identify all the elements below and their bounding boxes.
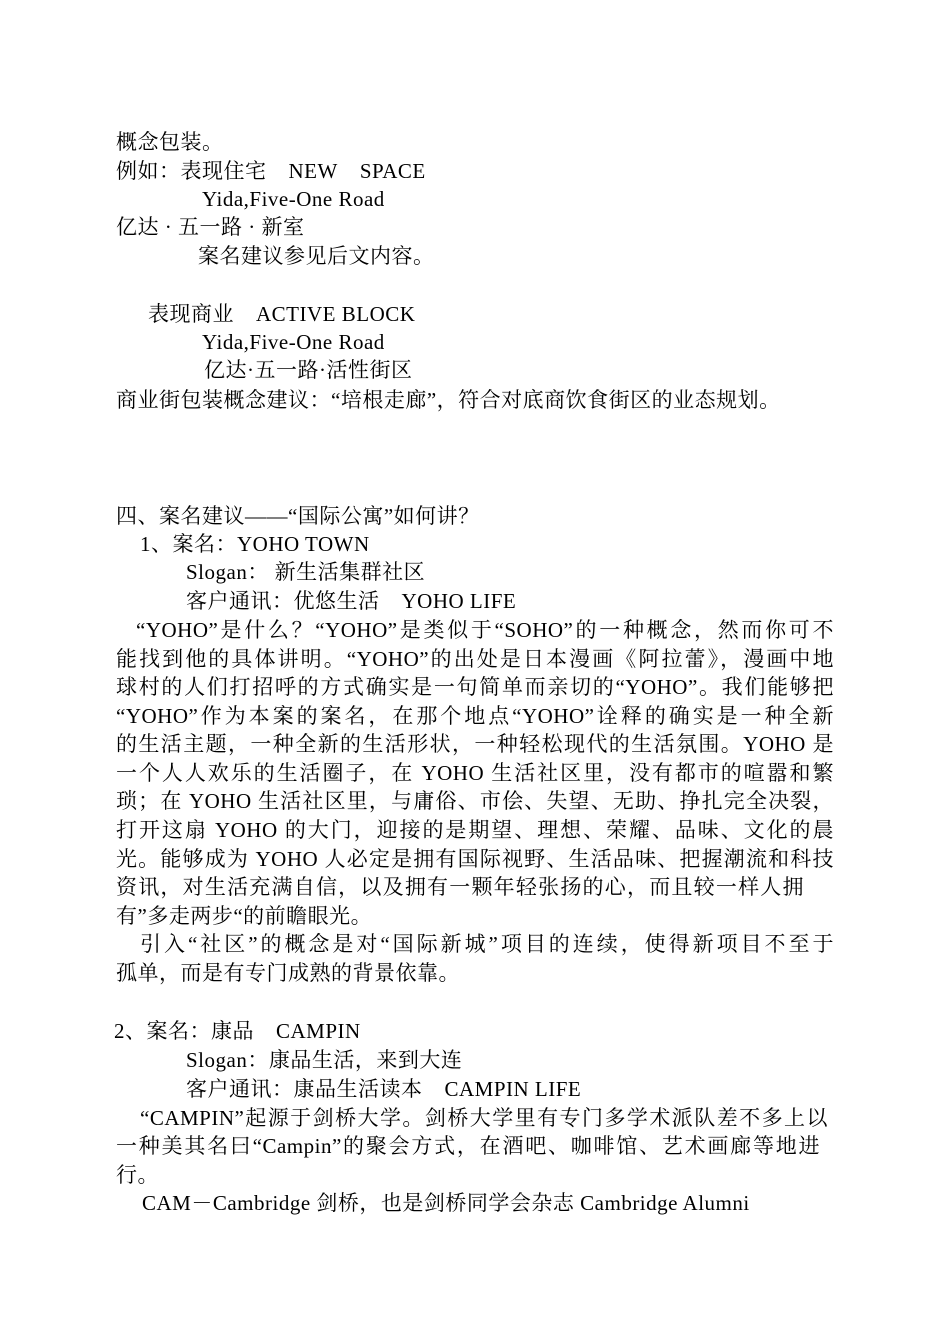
text-fragment: 2、案名：康品 — [114, 1019, 254, 1043]
paragraph-line: 琐；在 YOHO 生活社区里，与庸俗、市侩、失望、无助、挣扎完全决裂， — [116, 789, 834, 813]
paragraph-line: “CAMPIN”起源于剑桥大学。剑桥大学里有专门多学术派队差不多上以 — [140, 1106, 828, 1130]
text-fragment: NEW — [288, 159, 338, 183]
paragraph-line: 能找到他的具体讲明。“YOHO”的出处是日本漫画《阿拉蕾》，漫画中地 — [116, 647, 834, 671]
paragraph-line: 的生活主题，一种全新的生活形状，一种轻松现代的生活氛围。YOHO 是 — [116, 732, 834, 756]
paragraph-line: 一种美其名曰“Campin”的聚会方式，在酒吧、咖啡馆、艺术画廊等地进 — [116, 1134, 820, 1158]
item-newsletter — [186, 1075, 581, 1103]
text-line: 亿达 · 五一路 · 新室 — [116, 215, 305, 239]
text-fragment: CAMPIN LIFE — [444, 1077, 582, 1101]
text-fragment: CAMPIN — [276, 1019, 361, 1043]
paragraph-line: 一个人人欢乐的生活圈子，在 YOHO 生活社区里，没有都市的喧嚣和繁 — [116, 761, 834, 785]
item-slogan: Slogan：康品生活，来到大连 — [186, 1048, 463, 1072]
item-slogan: Slogan： 新生活集群社区 — [186, 560, 426, 584]
text-line: Yida,Five-One Road — [202, 187, 385, 211]
item-title — [114, 1017, 361, 1045]
text-line: 商业街包装概念建议：“培根走廊”，符合对底商饮食街区的业态规划。 — [116, 388, 781, 412]
item-newsletter — [186, 587, 516, 615]
text-line: 概念包装。 — [116, 130, 224, 154]
text-fragment: 表现商业 — [148, 302, 234, 326]
text-line: 案名建议参见后文内容。 — [198, 244, 435, 268]
text-fragment: 客户通讯：优悠生活 — [186, 589, 380, 613]
text-fragment: YOHO LIFE — [401, 589, 517, 613]
paragraph-line: 资讯，对生活充满自信，以及拥有一颗年轻张扬的心，而且较一样人拥 — [116, 875, 804, 899]
text-line — [116, 157, 426, 185]
paragraph-line: 引入“社区”的概念是对“国际新城”项目的连续，使得新项目不至于 — [140, 932, 834, 956]
paragraph-line: CAM－Cambridge 剑桥，也是剑桥同学会杂志 Cambridge Alumni — [142, 1191, 750, 1215]
item-title: 1、案名：YOHO TOWN — [140, 532, 370, 556]
text-fragment: 例如：表现住宅 — [116, 159, 267, 183]
text-fragment: SPACE — [359, 159, 426, 183]
paragraph-line: 球村的人们打招呼的方式确实是一句简单而亲切的“YOHO”。我们能够把 — [116, 675, 834, 699]
paragraph-line: “YOHO”作为本案的案名，在那个地点“YOHO”诠释的确实是一种全新 — [116, 704, 834, 728]
paragraph-line: 孤单，而是有专门成熟的背景依靠。 — [116, 961, 460, 985]
paragraph-line: 有”多走两步“的前瞻眼光。 — [116, 904, 373, 928]
text-line — [148, 300, 415, 328]
paragraph-line: 光。能够成为 YOHO 人必定是拥有国际视野、生活品味、把握潮流和科技 — [116, 847, 834, 871]
text-line: 亿达·五一路·活性街区 — [204, 358, 413, 382]
text-fragment: 客户通讯：康品生活读本 — [186, 1077, 423, 1101]
paragraph-line: 打开这扇 YOHO 的大门，迎接的是期望、理想、荣耀、品味、文化的晨 — [116, 818, 834, 842]
text-fragment: ACTIVE BLOCK — [256, 302, 416, 326]
paragraph-line: “YOHO”是什么？“YOHO”是类似于“SOHO”的一种概念，然而你可不 — [136, 618, 834, 642]
section-heading: 四、案名建议——“国际公寓”如何讲？ — [116, 504, 480, 528]
paragraph-line: 行。 — [116, 1163, 159, 1187]
text-line: Yida,Five-One Road — [202, 330, 385, 354]
